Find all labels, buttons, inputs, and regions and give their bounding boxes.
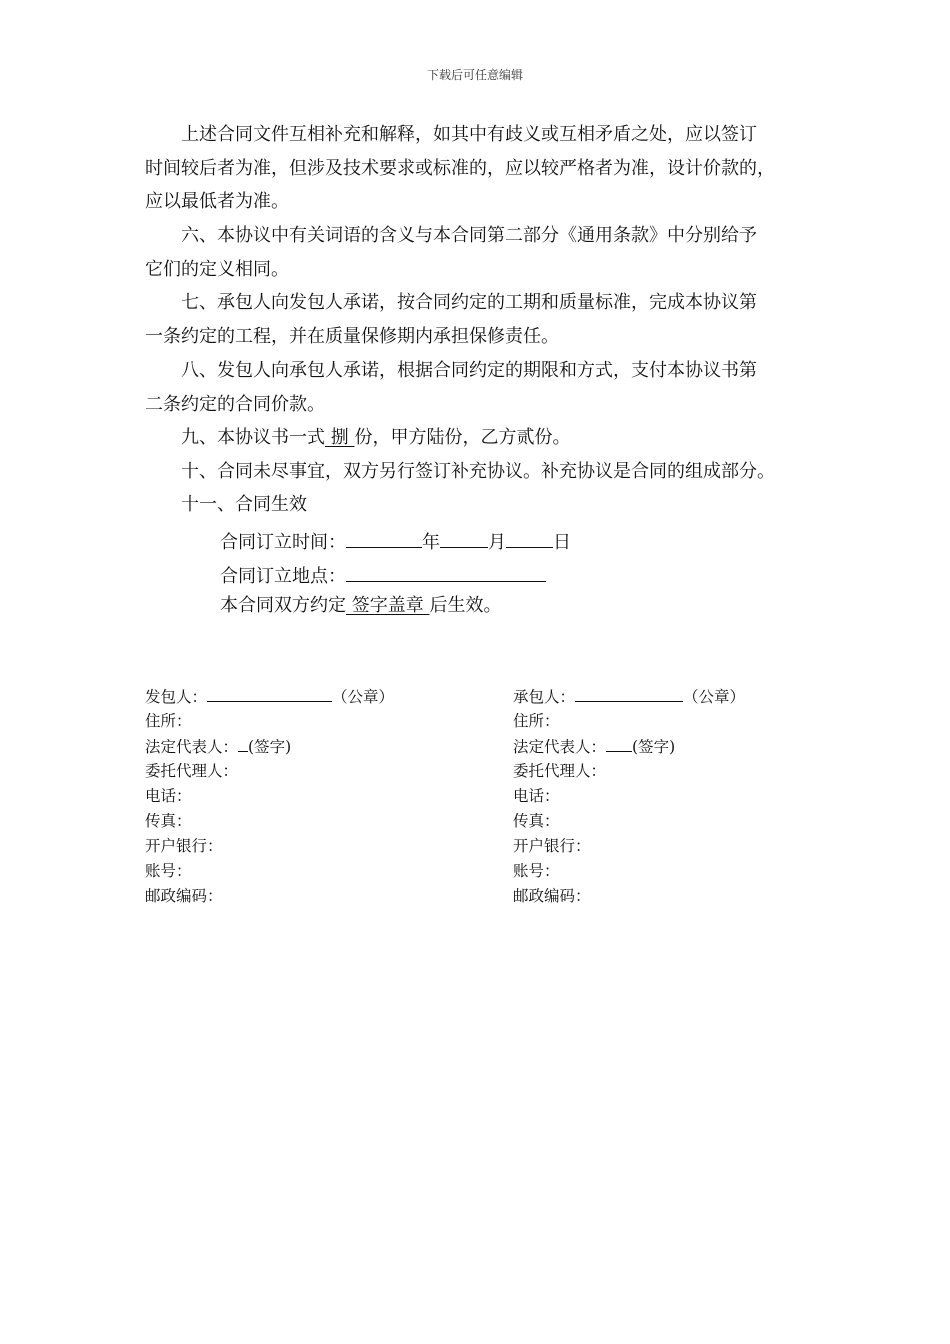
contractor-postcode: 邮政编码：: [513, 887, 591, 905]
article10: 十、合同未尽事宜，双方另行签订补充协议。补充协议是合同的组成部分。: [181, 461, 775, 482]
employer-legal-rep-label: 法定代表人：: [145, 738, 239, 756]
contractor-account: 账号：: [513, 862, 560, 880]
article8-line2: 二条约定的合同价款。: [145, 394, 325, 415]
contract-place-row: [220, 561, 546, 589]
contractor-legal-rep-label: 法定代表人：: [513, 738, 607, 756]
employer-address: 住所：: [145, 712, 192, 730]
contract-time-label: 合同订立时间：: [220, 532, 346, 553]
article9-suffix: 份，甲方陆份，乙方贰份。: [354, 427, 571, 448]
month-blank: [440, 527, 488, 548]
day-blank: [506, 527, 553, 548]
employer-bank: 开户银行：: [145, 837, 223, 855]
article6-line1: 六、本协议中有关词语的含义与本合同第二部分《通用条款》中分别给予: [181, 225, 757, 246]
para1-line2: 时间较后者为准，但涉及技术要求或标准的，应以较严格者为准，设计价款的，: [145, 158, 775, 179]
employer-sign: (签字): [248, 738, 292, 756]
para1-line3: 应以最低者为准。: [145, 191, 289, 212]
contract-time-row: [220, 527, 571, 555]
place-blank: [346, 561, 546, 582]
employer-label: 发包人：: [145, 688, 208, 706]
article6-line2: 它们的定义相同。: [145, 259, 289, 280]
article8-line1: 八、发包人向承包人承诺，根据合同约定的期限和方式，支付本协议书第: [181, 360, 757, 381]
effect-condition: 签字盖章: [346, 595, 430, 616]
contractor-sign: (签字): [632, 738, 676, 756]
contract-place-label: 合同订立地点：: [220, 566, 346, 587]
contractor-agent: 委托代理人：: [513, 762, 607, 780]
article7-line1: 七、承包人向发包人承诺，按合同约定的工期和质量标准，完成本协议第: [181, 292, 757, 313]
page-header-note: 下载后可任意编辑: [426, 68, 523, 82]
effect-suffix: 后生效。: [429, 595, 502, 616]
para1-line1: 上述合同文件互相补充和解释，如其中有歧义或互相矛盾之处，应以签订: [181, 124, 757, 145]
employer-account: 账号：: [145, 862, 192, 880]
copies-count: 捌: [325, 427, 355, 448]
effect-row: [220, 594, 501, 618]
employer-phone: 电话：: [145, 787, 192, 805]
employer-row: [145, 686, 394, 707]
contractor-address: 住所：: [513, 712, 560, 730]
article9: [181, 426, 570, 450]
contractor-label: 承包人：: [513, 688, 576, 706]
year-label: 年: [422, 532, 440, 553]
employer-legal-rep-row: [145, 736, 291, 757]
day-label: 日: [553, 532, 571, 553]
contractor-bank: 开户银行：: [513, 837, 591, 855]
employer-blank: [207, 686, 332, 702]
article11-title: 十一、合同生效: [181, 494, 307, 515]
employer-agent: 委托代理人：: [145, 762, 239, 780]
article7-line2: 一条约定的工程，并在质量保修期内承担保修责任。: [145, 326, 559, 347]
employer-seal: （公章）: [332, 688, 395, 706]
effect-prefix: 本合同双方约定: [220, 595, 346, 616]
employer-postcode: 邮政编码：: [145, 887, 223, 905]
contractor-fax: 传真：: [513, 812, 560, 830]
employer-legal-rep-blank: [238, 736, 248, 752]
contractor-legal-rep-row: [513, 736, 675, 757]
contractor-seal: （公章）: [683, 688, 746, 706]
year-blank: [346, 527, 422, 548]
contractor-blank: [575, 686, 683, 702]
month-label: 月: [488, 532, 506, 553]
contractor-row: [513, 686, 745, 707]
contractor-legal-rep-blank: [606, 736, 632, 752]
employer-fax: 传真：: [145, 812, 192, 830]
article9-prefix: 九、本协议书一式: [181, 427, 325, 448]
contractor-phone: 电话：: [513, 787, 560, 805]
